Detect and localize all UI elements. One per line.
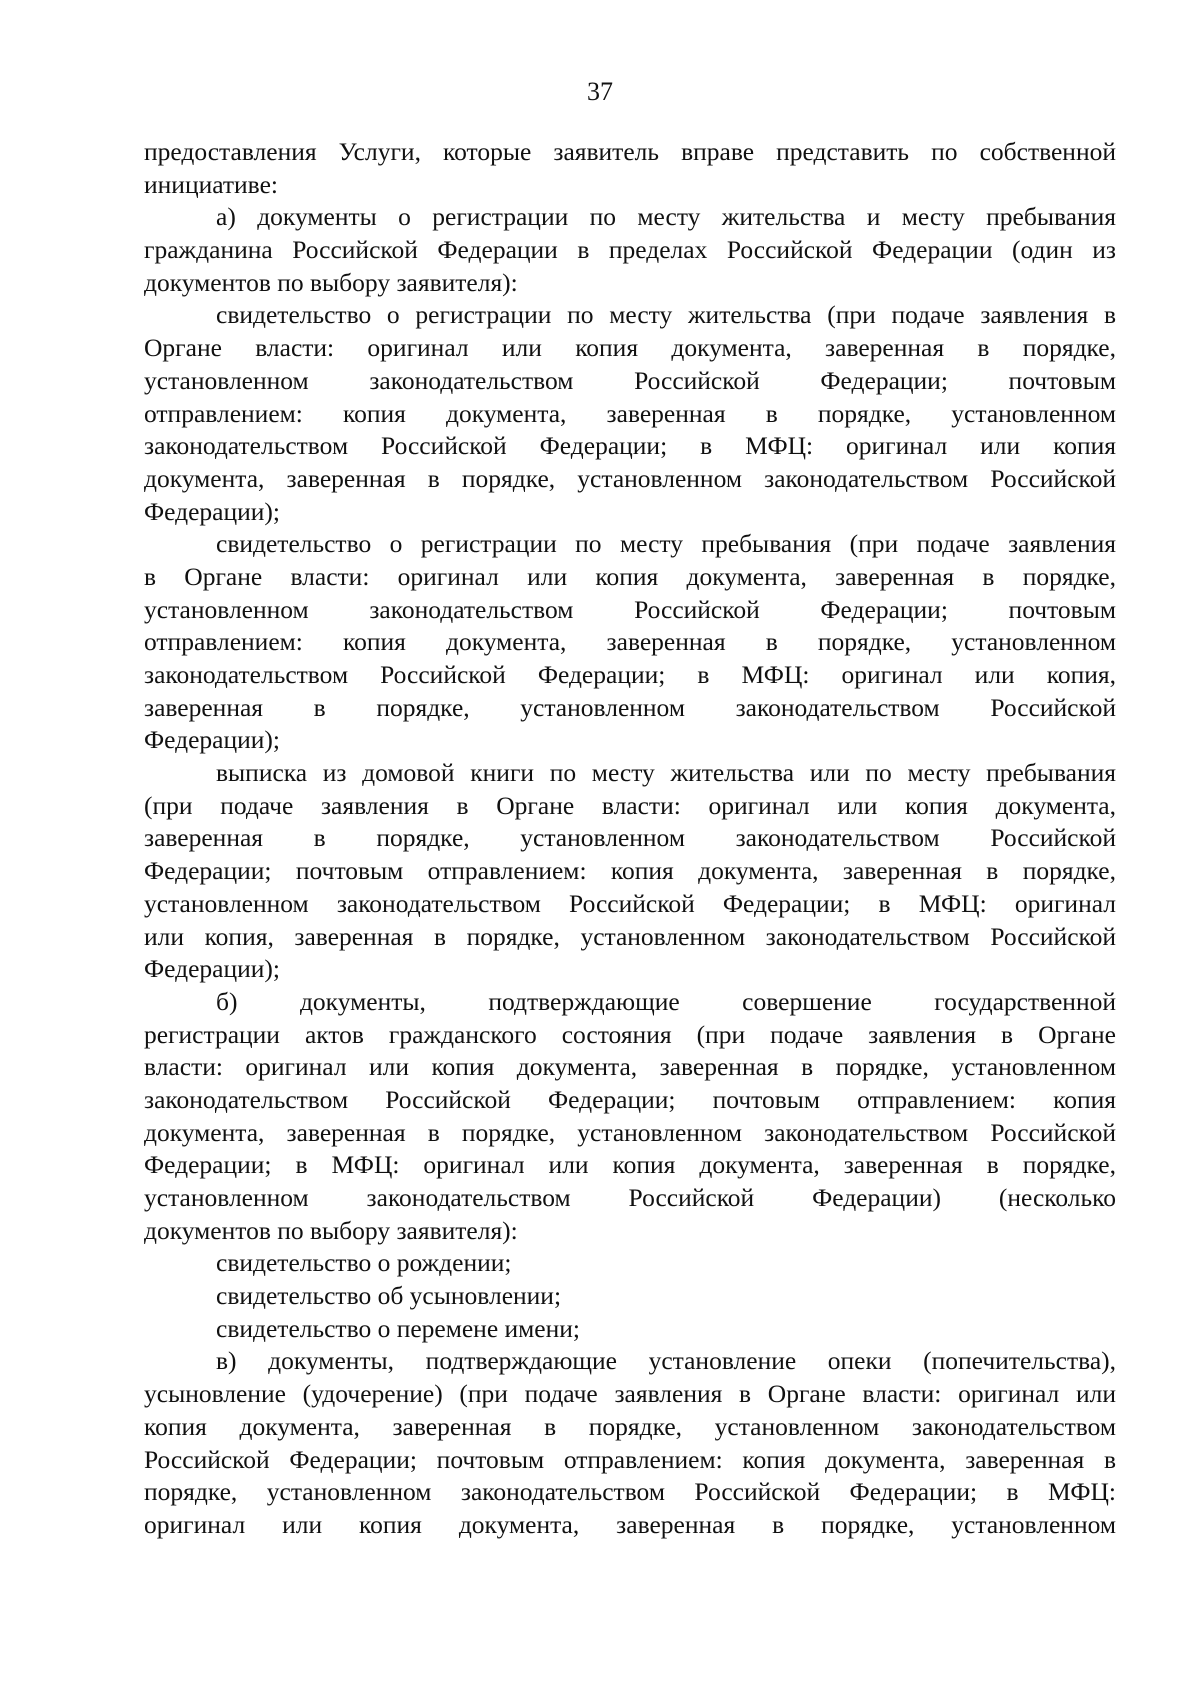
text-line: предоставления Услуги, которые заявитель вправе представить по собственной	[144, 137, 1116, 166]
text-line: усыновление (удочерение) (при подаче заявления в Органе власти: оригинал или	[144, 1379, 1116, 1409]
text-line: или копия, заверенная в порядке, установленном законодательством Российской	[144, 921, 1116, 951]
document-body	[144, 136, 1116, 1542]
text-line: свидетельство об усыновлении;	[216, 1281, 562, 1311]
text-line: инициативе:	[144, 169, 278, 199]
text-line: законодательством Российской Федерации; в МФЦ: оригинал или копия,	[144, 660, 1116, 689]
text-line: Федерации; почтовым отправлением: копия документа, заверенная в порядке,	[144, 856, 1116, 886]
text-line: выписка из домовой книги по месту жительства или по месту пребывания	[216, 758, 1116, 788]
text-line: гражданина Российской Федерации в пределах Российской Федерации (один из	[144, 235, 1116, 265]
text-line: заверенная в порядке, установленном законодательством Российской	[144, 692, 1116, 722]
text-line: документа, заверенная в порядке, установленном законодательством Российской	[144, 463, 1116, 493]
text-line: заверенная в порядке, установленном законодательством Российской	[144, 823, 1116, 853]
text-line: а) документы о регистрации по месту жительства и месту пребывания	[216, 202, 1116, 232]
text-line: установленном законодательством Российской Федерации; почтовым	[144, 594, 1116, 624]
text-line: установленном законодательством Российской Федерации; в МФЦ: оригинал	[144, 888, 1116, 918]
text-line: в) документы, подтверждающие установление опеки (попечительства),	[216, 1346, 1116, 1376]
text-line: установленном законодательством Российской Федерации; почтовым	[144, 365, 1116, 395]
text-line: Федерации; в МФЦ: оригинал или копия документа, заверенная в порядке,	[144, 1150, 1116, 1180]
text-line: документов по выбору заявителя):	[144, 1215, 518, 1245]
text-line: свидетельство о перемене имени;	[216, 1313, 580, 1343]
text-line: Российской Федерации; почтовым отправлением: копия документа, заверенная в	[144, 1444, 1116, 1474]
text-line: порядке, установленном законодательством Российской Федерации; в МФЦ:	[144, 1477, 1116, 1507]
text-line: отправлением: копия документа, заверенная в порядке, установленном	[144, 627, 1116, 657]
text-line: (при подаче заявления в Органе власти: оригинал или копия документа,	[144, 790, 1116, 820]
text-line: регистрации актов гражданского состояния (при подаче заявления в Органе	[144, 1019, 1116, 1049]
text-line: законодательством Российской Федерации; почтовым отправлением: копия	[144, 1084, 1116, 1114]
text-line: Федерации);	[144, 725, 281, 755]
text-line: свидетельство о рождении;	[216, 1248, 512, 1278]
text-line: оригинал или копия документа, заверенная в порядке, установленном	[144, 1509, 1116, 1539]
page-number: 37	[587, 77, 613, 106]
text-line: власти: оригинал или копия документа, заверенная в порядке, установленном	[144, 1052, 1116, 1082]
text-line: Органе власти: оригинал или копия документа, заверенная в порядке,	[144, 333, 1116, 363]
text-line: законодательством Российской Федерации; в МФЦ: оригинал или копия	[144, 431, 1116, 461]
text-line: Федерации);	[144, 954, 281, 984]
text-line: б) документы, подтверждающие совершение государственной	[216, 986, 1116, 1016]
text-line: установленном законодательством Российской Федерации) (несколько	[144, 1183, 1116, 1212]
text-line: Федерации);	[144, 496, 281, 526]
text-line: в Органе власти: оригинал или копия документа, заверенная в порядке,	[144, 561, 1116, 591]
text-line: копия документа, заверенная в порядке, установленном законодательством	[144, 1411, 1116, 1441]
text-line: свидетельство о регистрации по месту жительства (при подаче заявления в	[216, 300, 1116, 330]
text-line: отправлением: копия документа, заверенная в порядке, установленном	[144, 398, 1116, 428]
text-line: свидетельство о регистрации по месту пребывания (при подаче заявления	[216, 529, 1116, 559]
text-line: документа, заверенная в порядке, установленном законодательством Российской	[144, 1117, 1116, 1147]
text-line: документов по выбору заявителя):	[144, 267, 518, 297]
